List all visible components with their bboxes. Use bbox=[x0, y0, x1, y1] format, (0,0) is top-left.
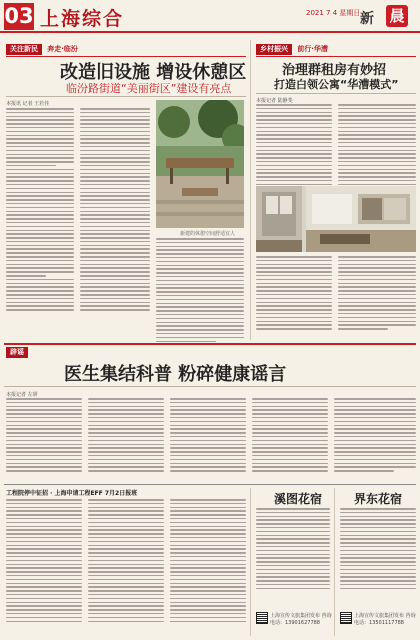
logo-prefix: 新 bbox=[360, 11, 374, 27]
article2-kicker-tag: 前行·华漕 bbox=[297, 45, 328, 53]
article1-photo bbox=[156, 100, 244, 228]
article1-kicker bbox=[6, 44, 78, 55]
logo-badge: 晨 bbox=[386, 5, 408, 27]
article1-text-col3 bbox=[156, 238, 244, 344]
ad2-qr-code[interactable] bbox=[340, 612, 352, 624]
article1-text-col2 bbox=[80, 108, 150, 313]
issue-date: 2021 7 4 星期日 bbox=[306, 9, 361, 17]
ad2-phone: 电话：13501117788 bbox=[354, 620, 404, 626]
article2-subhead: 打造白领公寓“华漕模式” bbox=[274, 78, 399, 91]
article3-kicker-tag: 辟谣 bbox=[6, 347, 28, 358]
ad2-text bbox=[340, 508, 416, 592]
article2-kicker bbox=[256, 44, 328, 55]
article3-text-col4 bbox=[252, 398, 328, 474]
ad2-title[interactable]: 界东花宿 bbox=[353, 492, 402, 506]
article1-photo-caption: 新建的休憩空间舒适宜人 bbox=[180, 231, 236, 237]
ad1-qr-code[interactable] bbox=[256, 612, 268, 624]
apartment-interior-image bbox=[256, 186, 416, 252]
article1-byline: 本报讯 记者 王若佳 bbox=[6, 101, 50, 107]
section-rule bbox=[4, 343, 416, 345]
ad-divider-right bbox=[334, 488, 335, 636]
article3-text-col2 bbox=[88, 398, 164, 474]
article3-text-col5 bbox=[334, 398, 416, 474]
article2-photo bbox=[256, 186, 416, 252]
page-number: 03 bbox=[4, 4, 34, 28]
article1-rule bbox=[6, 56, 246, 57]
article3-text-col3 bbox=[170, 398, 246, 474]
article3-text-col1 bbox=[6, 398, 82, 474]
notice-title[interactable]: 工程院停中征招 · 上海申请工程EFF 7月2日报班 bbox=[6, 490, 138, 497]
notice-text-col1 bbox=[6, 499, 82, 624]
article2-rule bbox=[256, 56, 416, 57]
column-divider bbox=[250, 40, 251, 340]
ad1-phone: 电话：13901627788 bbox=[270, 620, 320, 626]
article1-divider bbox=[6, 96, 246, 97]
article2-headline[interactable]: 治理群租房有妙招 bbox=[282, 63, 387, 78]
ad2-contact: 上海宣传文旅集团发布 咨询 bbox=[354, 613, 416, 619]
article2-text-col4 bbox=[338, 256, 416, 332]
seating-area-image bbox=[156, 100, 244, 228]
ad1-contact: 上海宣传文旅集团发布 咨询 bbox=[270, 613, 332, 619]
notice-text-col2 bbox=[88, 499, 164, 624]
article1-kicker-tag: 关注新民 bbox=[6, 44, 42, 55]
article3-byline: 本报记者 左妍 bbox=[6, 392, 38, 398]
page-header bbox=[0, 0, 420, 34]
article1-kicker-sub: 奔走·临汾 bbox=[47, 45, 78, 53]
article1-text-col1 bbox=[6, 108, 74, 313]
section-name: 上海综合 bbox=[40, 8, 125, 30]
article1-subhead: 临汾路街道“美丽街区”建设有亮点 bbox=[66, 82, 232, 95]
article3-headline[interactable]: 医生集结科普 粉碎健康谣言 bbox=[64, 364, 287, 385]
article2-divider bbox=[256, 93, 416, 94]
article2-kicker-sub: 乡村振兴 bbox=[256, 44, 292, 55]
bottom-rule bbox=[4, 484, 416, 485]
article2-text-col3 bbox=[256, 256, 332, 332]
article3-divider bbox=[4, 386, 416, 387]
ad1-title[interactable]: 溪图花宿 bbox=[273, 492, 322, 506]
header-rule bbox=[0, 31, 420, 33]
newspaper-logo bbox=[360, 5, 416, 27]
ad1-text bbox=[256, 508, 330, 592]
article2-byline: 本报记者 陆静斐 bbox=[256, 98, 293, 104]
article3-kicker bbox=[6, 347, 28, 358]
article1-headline[interactable]: 改造旧设施 增设休憩区 bbox=[60, 62, 247, 83]
ad-divider-left bbox=[250, 488, 251, 636]
notice-text-col3 bbox=[170, 499, 246, 624]
